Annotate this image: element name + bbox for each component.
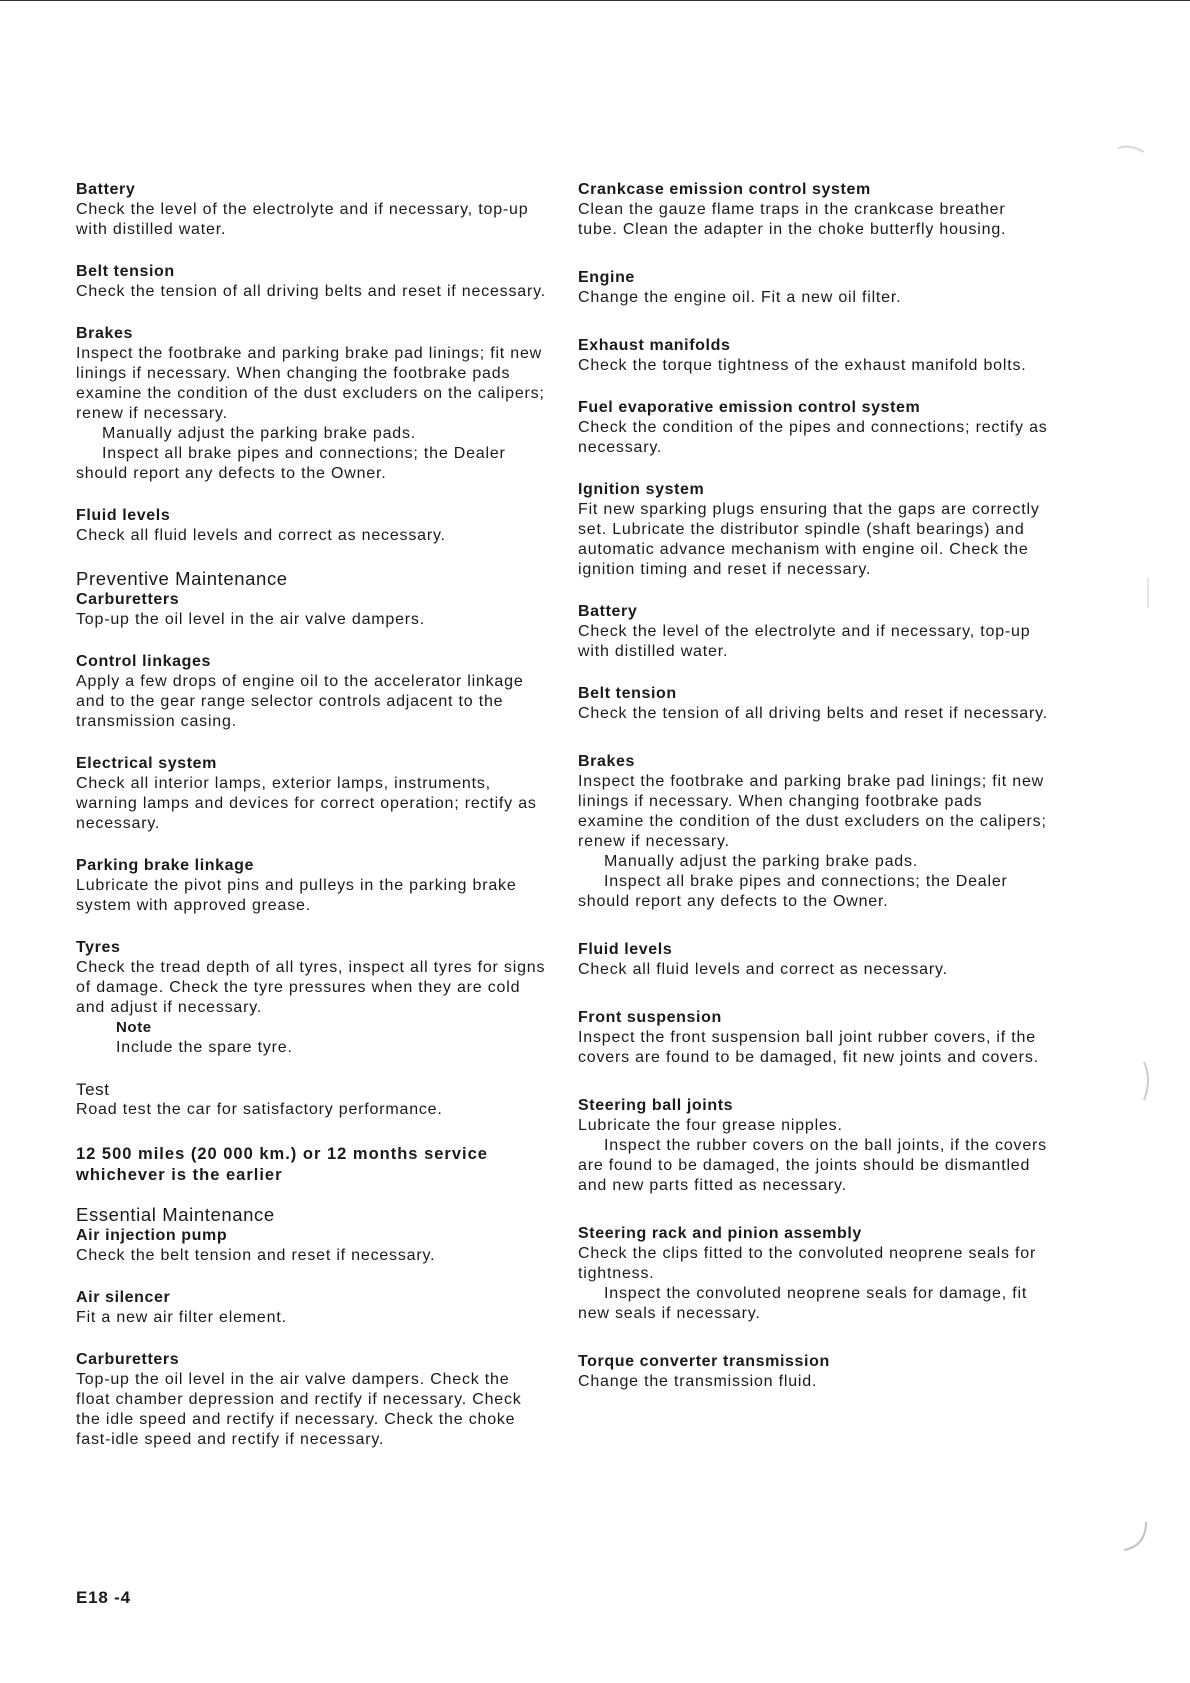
right-column [578,180,1048,1414]
section-fuel-evaporative [578,398,1048,458]
section-heading: Fuel evaporative emission control system [578,399,921,416]
section-heading: Carburetters [76,1351,180,1368]
section-heading: Control linkages [76,653,211,670]
section-fluid-levels [76,506,546,546]
section-text: Inspect the front suspension ball joint rubber covers, if the covers are found to be damaged, fit new joints and covers. [578,1029,1039,1066]
section-ignition-system [578,480,1048,580]
section-heading: Test [76,1080,110,1099]
section-steering-ball-joints [578,1096,1048,1196]
section-text: Inspect the rubber covers on the ball joints, if the covers are found to be damaged, the joints should be dismantled and new parts fitted as necessary. [578,1137,1047,1194]
section-heading: Brakes [578,753,635,770]
section-heading: Engine [578,269,635,286]
section-text: Inspect the footbrake and parking brake pad linings; fit new linings if necessary. When changing footbrake pads examine the condition of the dust excluders on the calipers; renew if necessary. [578,773,1047,850]
section-heading: Fluid levels [578,941,673,958]
section-text: Check the torque tightness of the exhaust manifold bolts. [578,357,1027,374]
top-border [0,0,1190,1]
section-heading: Air injection pump [76,1227,228,1244]
section-text: Inspect all brake pipes and connections; the Dealer should report any defects to the Owner. [578,873,1008,910]
section-text: Inspect all brake pipes and connections; the Dealer should report any defects to the Owner. [76,445,506,482]
section-belt-tension-2 [578,684,1048,724]
section-text: Check all fluid levels and correct as necessary. [76,527,446,544]
section-heading: Tyres [76,939,121,956]
section-text: Lubricate the four grease nipples. [578,1117,843,1134]
page-number: E18 -4 [76,1588,131,1607]
section-battery [76,180,546,240]
section-air-injection-pump [76,1226,546,1266]
note [116,1018,546,1058]
section-heading: Carburetters [76,591,180,608]
section-heading: Electrical system [76,755,217,772]
section-brakes-2 [578,752,1048,912]
left-column [76,180,546,1472]
section-text: Check all fluid levels and correct as necessary. [578,961,948,978]
section-electrical-system [76,754,546,834]
section-text: Clean the gauze flame traps in the crankcase breather tube. Clean the adapter in the choke butterfly housing. [578,201,1007,238]
section-text: Apply a few drops of engine oil to the accelerator linkage and to the gear range selector controls adjacent to the transmission casing. [76,673,524,730]
section-torque-converter [578,1352,1048,1392]
section-text: Fit a new air filter element. [76,1309,287,1326]
section-heading: Crankcase emission control system [578,181,871,198]
section-text: Fit new sparking plugs ensuring that the gaps are correctly set. Lubricate the distributor spindle (shaft bearings) and automatic advance mechanism with engine oil. Check the ignition timing and reset if necessary. [578,501,1040,578]
section-text: Lubricate the pivot pins and pulleys in the parking brake system with approved grease. [76,877,517,914]
essential-maintenance-title: Essential Maintenance [76,1204,275,1225]
section-tyres [76,938,546,1058]
section-parking-brake-linkage [76,856,546,916]
section-belt-tension [76,262,546,302]
section-text: Top-up the oil level in the air valve dampers. [76,611,425,628]
section-text: Inspect the convoluted neoprene seals for damage, fit new seals if necessary. [578,1285,1028,1322]
section-heading: Fluid levels [76,507,171,524]
section-heading: Steering rack and pinion assembly [578,1225,862,1242]
section-text: Check the belt tension and reset if necessary. [76,1247,436,1264]
section-air-silencer [76,1288,546,1328]
section-steering-rack [578,1224,1048,1324]
section-exhaust-manifolds [578,336,1048,376]
section-battery-2 [578,602,1048,662]
section-text: Change the engine oil. Fit a new oil filter. [578,289,902,306]
section-front-suspension [578,1008,1048,1068]
section-fluid-levels-2 [578,940,1048,980]
section-brakes [76,324,546,484]
section-text: Check the condition of the pipes and connections; rectify as necessary. [578,419,1048,456]
section-heading: Front suspension [578,1009,722,1026]
section-heading: Exhaust manifolds [578,337,731,354]
section-text: Check the tension of all driving belts and reset if necessary. [76,283,546,300]
section-engine [578,268,1048,308]
section-heading: Belt tension [76,263,175,280]
section-control-linkages [76,652,546,732]
section-text: Manually adjust the parking brake pads. [604,853,919,870]
section-heading: Brakes [76,325,133,342]
preventive-maintenance-title: Preventive Maintenance [76,568,288,589]
section-text: Manually adjust the parking brake pads. [102,425,417,442]
section-text: Road test the car for satisfactory performance. [76,1101,443,1118]
section-text: Inspect the footbrake and parking brake pad linings; fit new linings if necessary. When changing the footbrake pads examine the condition of the dust excluders on the calipers; renew if necessary. [76,345,545,422]
note-text: Include the spare tyre. [116,1039,293,1056]
section-text: Top-up the oil level in the air valve dampers. Check the float chamber depression and rectify if necessary. Check the idle speed and rectify if necessary. Check the choke fast-idle speed and rectify if necessary. [76,1371,522,1448]
section-carburetters-2 [76,1350,546,1450]
note-label: Note [116,1019,152,1036]
service-interval-title: 12 500 miles (20 000 km.) or 12 months service whichever is the earlier [76,1145,488,1184]
section-text: Check the tension of all driving belts and reset if necessary. [578,705,1048,722]
section-heading: Torque converter transmission [578,1353,830,1370]
section-crankcase [578,180,1048,240]
section-text: Check all interior lamps, exterior lamps, instruments, warning lamps and devices for correct operation; rectify as necessary. [76,775,537,832]
section-heading: Battery [76,181,136,198]
section-test [76,1080,546,1120]
section-heading: Ignition system [578,481,705,498]
section-text: Check the clips fitted to the convoluted neoprene seals for tightness. [578,1245,1037,1282]
section-text: Change the transmission fluid. [578,1373,818,1390]
section-heading: Parking brake linkage [76,857,255,874]
section-heading: Belt tension [578,685,677,702]
section-text: Check the level of the electrolyte and if necessary, top-up with distilled water. [76,201,529,238]
section-text: Check the tread depth of all tyres, inspect all tyres for signs of damage. Check the tyre pressures when they are cold and adjust if necessary. [76,959,546,1016]
section-heading: Air silencer [76,1289,171,1306]
section-text: Check the level of the electrolyte and if necessary, top-up with distilled water. [578,623,1031,660]
section-heading: Steering ball joints [578,1097,734,1114]
section-heading: Battery [578,603,638,620]
scan-marks [1110,130,1170,1580]
section-carburetters [76,590,546,630]
